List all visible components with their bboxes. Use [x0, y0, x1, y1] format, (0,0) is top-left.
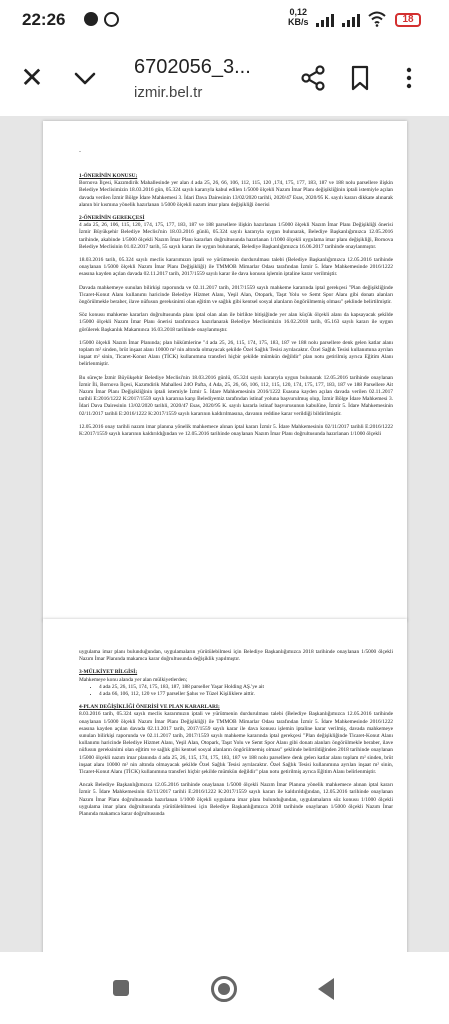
page-1-content — [79, 173, 393, 444]
status-bar — [0, 0, 449, 40]
pdf-viewer[interactable] — [0, 116, 449, 952]
section-text: 8.03.2016 tarih, 05.324 sayılı meclis kararımızın iptali ve yürütmenin durdurulması talebi (Belediye Başkanlığımızca 12.05.2016 tarihinde onaylanan 1/5000 ölçekli Nazım İmar Planı Değişikliği) ile TMMOB Mimarlar Odası tarafından İzmir 5. İdare Mahkemesinde 2016/1222 esasına kayden açılan davada 02.11.2017 tarih, 2017/1559 sayılı karar ile dava konusu işlemin iptaline karar verilmiş, davada mahkemeye sunulan bilirkişi raporunda ve 02.11.2017 tarih, 2017/1559 sayılı mahkeme kararında iptal gerekçesi "Plan değişikliğinde Ticaret-Konut Alanı kullanımı haricinde Belediye Hizmet Alanı, Yeşil Alan, Otopark, Taşıt Yolu ve Semt Spor Alanı gibi donatı alanları öngörülmekle beraber, ilave nüfusun gereksinimi olan eğitim ve sağlık gibi kentsel sosyal alanların öngörülmemiş olması" şeklinde belirtildiğinden 2018 tarihinde onaylanan 1/5000 ölçekli nazım imar planında 4 ada 25, 26, 115, 174, 175, 183, 187 ve 188 nolu parsellere denk gelen katlar alanı toplam m² sinden, brüt inşaat alanı 10000 m² nin altında olmayacak şekilde Özel Sağlık Tesisi ayrılacaktır. Özel Sağlık Tesisi kullanımına ayrılan inşaat m² sinin, Ticaret-Konut Alanı (TİCK) kullanımına transferi hiçbir şekilde mümkün değildir" plan notu getirilmiş ayrıca Eğitim Alanı belirlenmiştir. — [79, 711, 393, 776]
recents-icon[interactable] — [113, 980, 129, 996]
section-text: Bornova İlçesi, Kazımdirik Mahallesinde yer alan 4 ada 25, 26, 66, 106, 112, 115, 120 ,174, 175, 177, 183, 187 ve 188 nolu parsellere ilişkin Belediye Meclisimizin 18.03.2016 gün, 05.324 sayılı kararıyla kabul edilen 1/5000 ölçekli Nazım İmar Planı değişikliğinin iptali istemiyle açılan davada verilen İzmir Bölge İdare Mahkemesi 3. İdari Dava Dairesinin 13/02/2020 tarihli, 2020/47 Esas, 2020/95 K. sayılı kararı dikkate alınarak alanın bir kısmına yönelik hazırlanan 1/5000 ölçekli nazım imar planı değişikliği önerisi — [79, 180, 393, 208]
section-text: Mahkemeye konu alanda yer alan mülkiyetlerden; — [79, 676, 188, 683]
section-text: 4 ada 25, 26, 106, 115, 120, 174, 175, 177, 183, 187 ve 188 parsellere ilişkin hazırlanan 1/5000 ölçekli Nazım İmar Planı Değişikliği önerisi İzmir Büyükşehir Belediye Meclisi'nin 18.03.2016 günlü, 05.324 sayılı kararıyla uygun bulunarak, Belediye Başkanlığımızca 12.05.2016 tarihinde, akabinde 1/5000 ölçekli Nazım İmar Planı kararları doğrultusunda hazırlanan 1/1000 ölçekli uygulama imar planı değişikliği, Bornova Belediye Meclisinin 01.02.2017 tarih, 55 sayılı kararı ile uygun bulunarak, Belediye Başkanlığımızca 16.06.2017 tarihinde onaylanmıştır. — [79, 222, 393, 250]
section-subject — [79, 173, 393, 209]
network-speed — [288, 7, 309, 27]
back-icon[interactable] — [318, 978, 334, 1000]
section-heading: 4-PLAN DEĞİŞİKLİĞİ ÖNERİSİ VE PLAN KARARLARI; — [79, 704, 220, 711]
paragraph: Davada mahkemeye sunulan bilirkişi raporunda ve 02.11.2017 tarih, 2017/1559 sayılı mahkeme kararında iptal gerekçesi "Plan değişikliğinde Ticaret-Konut Alanı kullanımı haricinde Belediye Hizmet Alanı, Yeşil Alan, Otopark, Taşıt Yolu ve Semt Spor Alanı gibi donatı alanları öngörülmekle beraber, ilave nüfusun gereksinimi olan eğitim ve sağlık gibi kentsel sosyal alanların öngörülmemiş olması" şeklinde belirtilmiştir. — [79, 284, 393, 306]
pdf-page-2 — [43, 619, 407, 952]
section-heading: 1-ÖNERİNİN KONUSU; — [79, 173, 138, 179]
close-icon[interactable]: ✕ — [20, 62, 44, 93]
chevron-down-icon[interactable] — [70, 64, 100, 92]
section-plan — [79, 704, 393, 776]
paragraph: 18.03.2016 tarih, 05.324 sayılı meclis kararımızın iptali ve yürütmenin durdurulması talebi (Belediye Başkanlığımızca 12.05.2016 tarihinde onaylanan 1/5000 ölçekli Nazım İmar Planı Değişikliği) ile TMMOB Mimarlar Odası tarafından İzmir 5. İdare Mahkemesinde 2016/1222 esasına kayden açılan davada 02.11.2017 tarih, 2017/1559 sayılı karar ile dava konusu işlemin iptaline karar verilmiştir. — [79, 257, 393, 278]
soccer-ball-icon — [84, 12, 98, 26]
paragraph: 12.05.2016 onay tarihli nazım imar planına yönelik mahkemece alınan iptal kararı İzmir 5. İdare Mahkemesinin 02/11/2017 tarihli E:2016/1222 K:2017/1559 sayılı kararının kaldırıldığından ve 12.05.2016 tarihinde onaylanan Nazım İmar Planı doğrultusunda hazırlanan 1/1000 ölçekli — [79, 423, 393, 438]
signal-icon-2 — [342, 13, 364, 27]
paragraph: Söz konusu mahkeme kararları doğrultusunda planı iptal olan alan ile birlikte bitişiğinde yer alan küçük ölçekli alanı da kapsayacak şekilde 1/5000 ölçekli Nazım İmar Planı önerisi tarafımızca hazırlanarak Belediye Meclisimizin 16.02.2018 tarih, 05.163 sayılı kararı ile uygun görülerek Başkanlık Makamınca 16.03.2018 tarihinde onaylanmıştır. — [79, 312, 393, 333]
page-dash: - — [79, 149, 81, 155]
network-speed-unit: KB/s — [288, 17, 309, 27]
system-nav-bar — [0, 952, 449, 1024]
ownership-list — [79, 684, 393, 698]
list-item: • 4 ada 66, 106, 112, 120 ve 177 parseller Şahıs ve Tüzel Kişiliklere aittir. — [99, 691, 393, 698]
section-heading: 3-MÜLKİYET BİLGİSİ; — [79, 669, 138, 676]
page-url: izmir.bel.tr — [134, 84, 203, 101]
paragraph: 1/5000 ölçekli Nazım İmar Planında; plan hükümlerine "4 ada 25, 26, 115, 174, 175, 183, 187 ve 188 nolu parsellere denk gelen katlar alanı toplam m² sinden, brüt inşaat alanı 10000 m² nin altında olmayacak şekilde Özel Sağlık Tesisi ayrılacaktır. Özel Sağlık Tesisi kullanımına ayrılan inşaat m² sinin, Ticaret-Konut Alanı (TİCK) kullanımına transferi hiçbir şekilde mümkün değildir" plan notu getirilmiş ayrıca Eğitim Alanı belirlenmiştir. — [79, 339, 393, 368]
section-reason — [79, 215, 393, 251]
paragraph: Ancak Belediye Başkanlığımızca 12.05.2016 tarihinde onaylanan 1/5000 ölçekli Nazım İmar Planına yönelik mahkemece alınan iptal kararı İzmir 5. İdare Mahkemesinin 02/11/2017 tarihli E:2016/1222 K:2017/1559 sayılı kararı ile kaldırıldığından, 12.05.2016 tarihinde onaylanan Nazım İmar Planı doğrultusunda hazırlanan 1/1000 ölçekli uygulama imar planı bulunduğundan, uygulamaların söz konusu 1/1000 ölçekli uygulama imar planı doğrultusunda yürütülebilmesi için Belediye Başkanlığımızca 2018 tarihinde onaylanan 1/5000 ölçekli Nazım İmar Planında makamca karar doğrultusunda — [79, 782, 393, 818]
pdf-page-1 — [43, 121, 407, 621]
paragraph: Bu süreçte İzmir Büyükşehir Belediye Meclisi'nin 18.03.2016 günlü, 05.324 sayılı kararıyla uygun bulunarak 12.05.2016 tarihinde onaylanan İzmir İli, Bornova İlçesi, Kazımdirik Mahallesi 24O Pafta, 4 Ada, 25, 26, 66, 106, 112, 115, 120, 174, 175, 177, 183, 187 ve 188 Parsellere Ait Nazım İmar Planı Değişikliğinin iptali istemiyle İzmir 5. İdare Mahkemesinin 2016/1222 Esasına kayden açılan davada verilen 02.11.2017 tarihli E:2016/1222 K:2017/1559 sayılı kararına karşı Belediyemiz tarafından istinaf yoluna başvurulmuş olup, İzmir Bölge İdare Mahkemesi 3. İdari Dava Dairesinin 13/02/2020 tarihli, 2020/47 Esas, 2020/95 K. sayılı kararla istinaf başvurusunun kabulüne, İzmir 5. İdare Mahkemesinin 02/11/2017 tarihli E:2016/1222 K:2017/1559 sayılı kararının kaldırılmasına, davanın reddine karar verildiği bildirilmiştir. — [79, 374, 393, 417]
paragraph: uygulama imar planı bulunduğundan, uygulamaların yürütülebilmesi için Belediye Başkanlığımızca 2018 tarihinde onaylanan 1/5000 ölçekli Nazım İmar Planında makamca karar doğrultusunda değişiklik yapılmıştır. — [79, 649, 393, 663]
bookmark-icon[interactable] — [350, 64, 370, 92]
wifi-icon — [368, 11, 386, 27]
notification-icon — [104, 12, 119, 27]
more-vert-icon[interactable] — [404, 64, 414, 92]
status-time: 22:26 — [22, 10, 66, 29]
page-2-content — [79, 649, 393, 824]
signal-icon — [316, 13, 338, 27]
list-item: • 4 ada 25, 26, 115, 174, 175, 183, 187, 188 parseller Yaşar Holding AŞ.'ye ait — [99, 684, 393, 691]
home-icon[interactable] — [211, 976, 237, 1002]
battery-icon: 18 — [395, 13, 421, 27]
page-title: 6702056_3... — [134, 56, 251, 78]
section-heading: 2-ÖNERİNİN GEREKÇESİ — [79, 215, 145, 222]
share-icon[interactable] — [300, 64, 326, 92]
custom-tab-toolbar — [0, 40, 449, 116]
network-speed-value: 0,12 — [289, 7, 308, 17]
section-ownership — [79, 669, 393, 698]
